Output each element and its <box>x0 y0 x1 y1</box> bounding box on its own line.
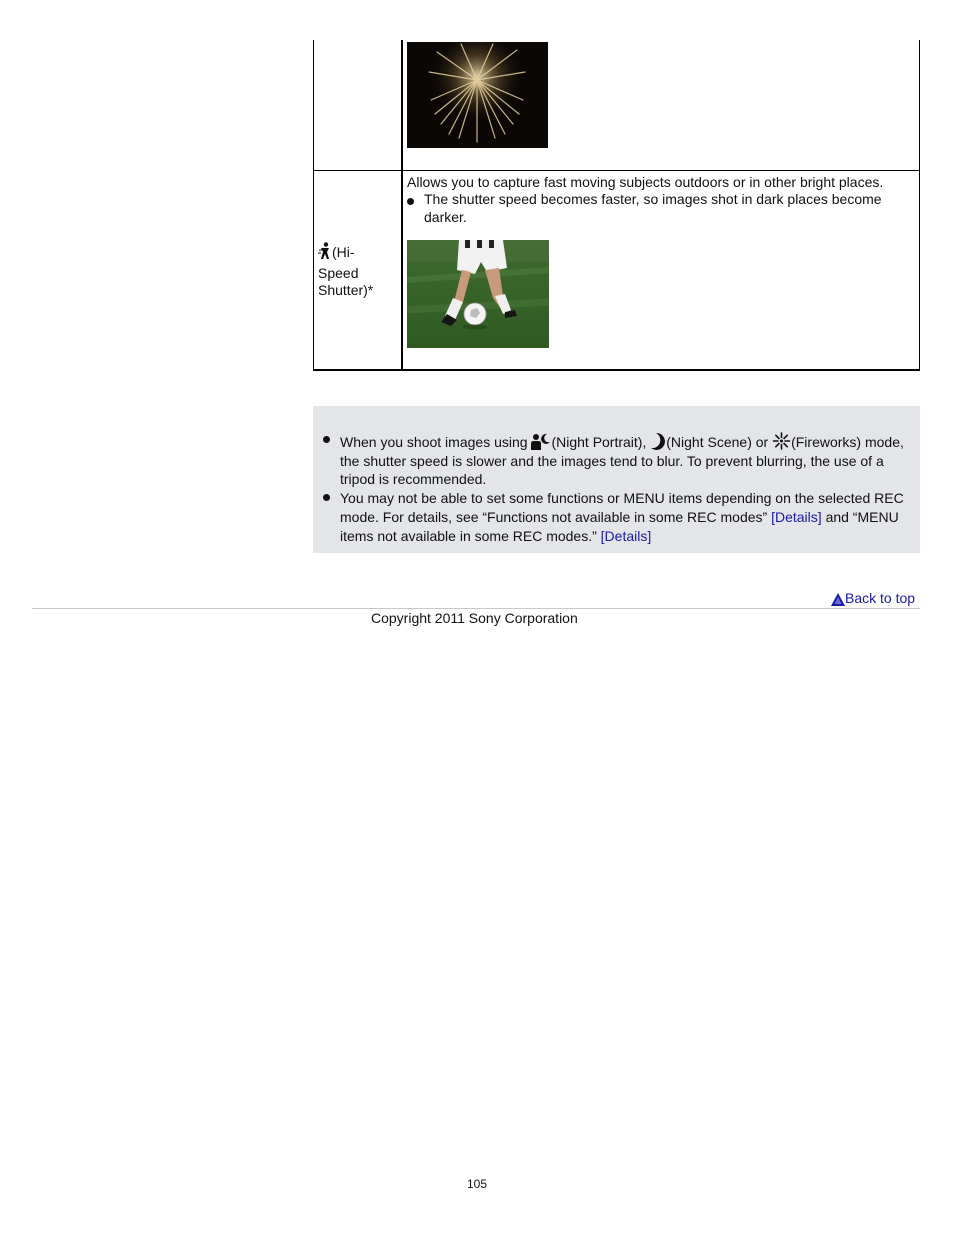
note-bullet-2-line-1: You may not be able to set some functions or MENU items depending on the selected REC <box>340 490 904 506</box>
table-column-divider <box>401 40 403 371</box>
note-box <box>313 406 920 553</box>
note-text: (Night Scene) or <box>666 434 769 450</box>
mode-label-line-2: Speed <box>318 264 359 281</box>
mode-bullet-line-2: darker. <box>424 208 467 225</box>
mode-label-hi-speed-shutter <box>318 242 398 300</box>
note-text: items not available in some REC modes.” <box>340 528 597 544</box>
fireworks-photo <box>407 42 548 148</box>
hi-speed-shutter-icon <box>318 242 332 265</box>
scene-mode-table <box>313 40 920 371</box>
note-text: (Fireworks) mode, <box>791 434 904 450</box>
note-bullet-2-line-2 <box>340 508 899 527</box>
mode-bullet-text <box>424 191 882 226</box>
back-to-top-link[interactable] <box>831 590 915 610</box>
mode-label-line-3: Shutter)* <box>318 282 374 298</box>
note-text: (Night Portrait), <box>551 434 647 450</box>
note-bullet-1-line-3: tripod is recommended. <box>340 471 487 487</box>
mode-bullet-line-1: The shutter speed becomes faster, so images shot in dark places become <box>424 191 882 207</box>
mode-description: Allows you to capture fast moving subjects outdoors or in other bright places. <box>407 174 884 190</box>
note-bullet-1-line-2: the shutter speed is slower and the images tend to blur. To prevent blurring, the use of a <box>340 453 884 469</box>
details-link-functions[interactable]: [Details] <box>771 509 822 525</box>
table-border-right <box>919 40 920 371</box>
footer-divider <box>32 608 920 609</box>
note-text: and “MENU <box>825 509 899 525</box>
note-bullet-2-line-3 <box>340 527 651 546</box>
table-border-left <box>313 40 314 371</box>
back-to-top-label: Back to top <box>845 590 916 606</box>
page-number: 105 <box>466 1177 488 1191</box>
mode-label-line-1: (Hi- <box>332 244 355 260</box>
note-bullet-dot-1 <box>323 436 330 443</box>
table-border-bottom <box>313 369 920 371</box>
note-text: When you shoot images using <box>340 434 528 450</box>
soccer-player-photo <box>407 240 549 348</box>
note-text: mode. For details, see “Functions not available in some REC modes” <box>340 509 768 525</box>
bullet-dot <box>407 198 414 205</box>
note-bullet-dot-2 <box>323 494 330 501</box>
copyright-text: Copyright 2011 Sony Corporation <box>371 610 578 626</box>
table-row-divider <box>313 170 920 171</box>
details-link-menu-items[interactable]: [Details] <box>600 528 652 544</box>
